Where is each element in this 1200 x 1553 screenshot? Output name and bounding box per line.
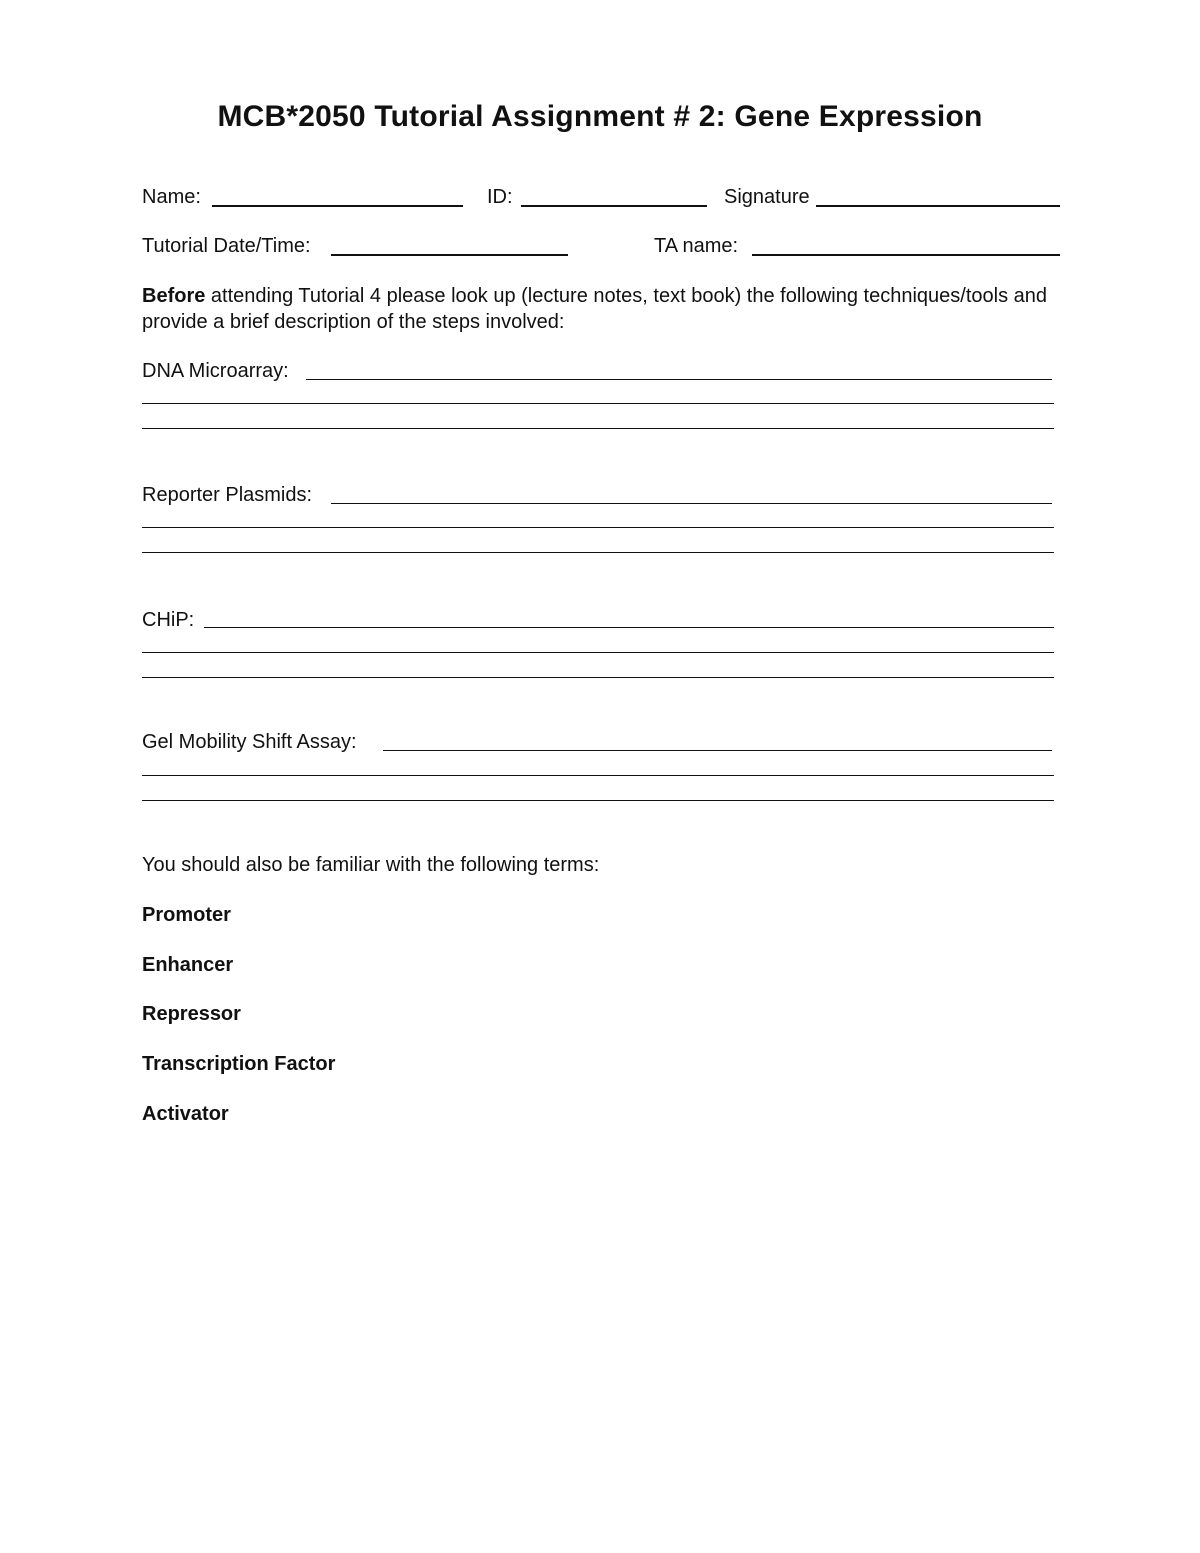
chip-answer-line-3[interactable] <box>142 677 1054 678</box>
chip-answer-line-1[interactable] <box>204 627 1054 628</box>
reporter-plasmids-answer-line-3[interactable] <box>142 552 1054 553</box>
term-promoter: Promoter <box>142 904 231 926</box>
id-field-line[interactable] <box>521 205 707 207</box>
gel-mobility-answer-line-2[interactable] <box>142 775 1054 776</box>
technique-label-reporter-plasmids: Reporter Plasmids: <box>142 484 313 506</box>
name-label: Name: <box>142 186 201 208</box>
technique-label-chip: CHiP: <box>142 609 195 631</box>
signature-label: Signature <box>724 186 810 208</box>
technique-label-gel-mobility-shift-assay: Gel Mobility Shift Assay: <box>142 731 357 753</box>
term-repressor: Repressor <box>142 1003 241 1025</box>
instructions-paragraph <box>142 283 1062 335</box>
ta-name-field-line[interactable] <box>752 254 1060 256</box>
reporter-plasmids-answer-line-2[interactable] <box>142 527 1054 528</box>
technique-label-dna-microarray: DNA Microarray: <box>142 360 289 382</box>
reporter-plasmids-answer-line-1[interactable] <box>331 503 1052 504</box>
terms-intro: You should also be familiar with the following terms: <box>142 854 600 876</box>
page-title: MCB*2050 Tutorial Assignment # 2: Gene Expression <box>217 100 983 133</box>
instructions-text: attending Tutorial 4 please look up (lecture notes, text book) the following techniques/tools and provide a brief description of the steps involved: <box>142 285 1047 333</box>
term-enhancer: Enhancer <box>142 954 234 976</box>
name-field-line[interactable] <box>212 205 463 207</box>
tutorial-datetime-label: Tutorial Date/Time: <box>142 235 311 257</box>
dna-microarray-answer-line-2[interactable] <box>142 403 1054 404</box>
chip-answer-line-2[interactable] <box>142 652 1054 653</box>
tutorial-datetime-field-line[interactable] <box>331 254 568 256</box>
id-label: ID: <box>487 186 513 208</box>
gel-mobility-answer-line-3[interactable] <box>142 800 1054 801</box>
gel-mobility-answer-line-1[interactable] <box>383 750 1052 751</box>
term-activator: Activator <box>142 1103 229 1125</box>
signature-field-line[interactable] <box>816 205 1060 207</box>
instructions-lead: Before <box>142 285 206 307</box>
dna-microarray-answer-line-1[interactable] <box>306 379 1052 380</box>
term-transcription-factor: Transcription Factor <box>142 1053 336 1075</box>
dna-microarray-answer-line-3[interactable] <box>142 428 1054 429</box>
ta-name-label: TA name: <box>654 235 739 257</box>
